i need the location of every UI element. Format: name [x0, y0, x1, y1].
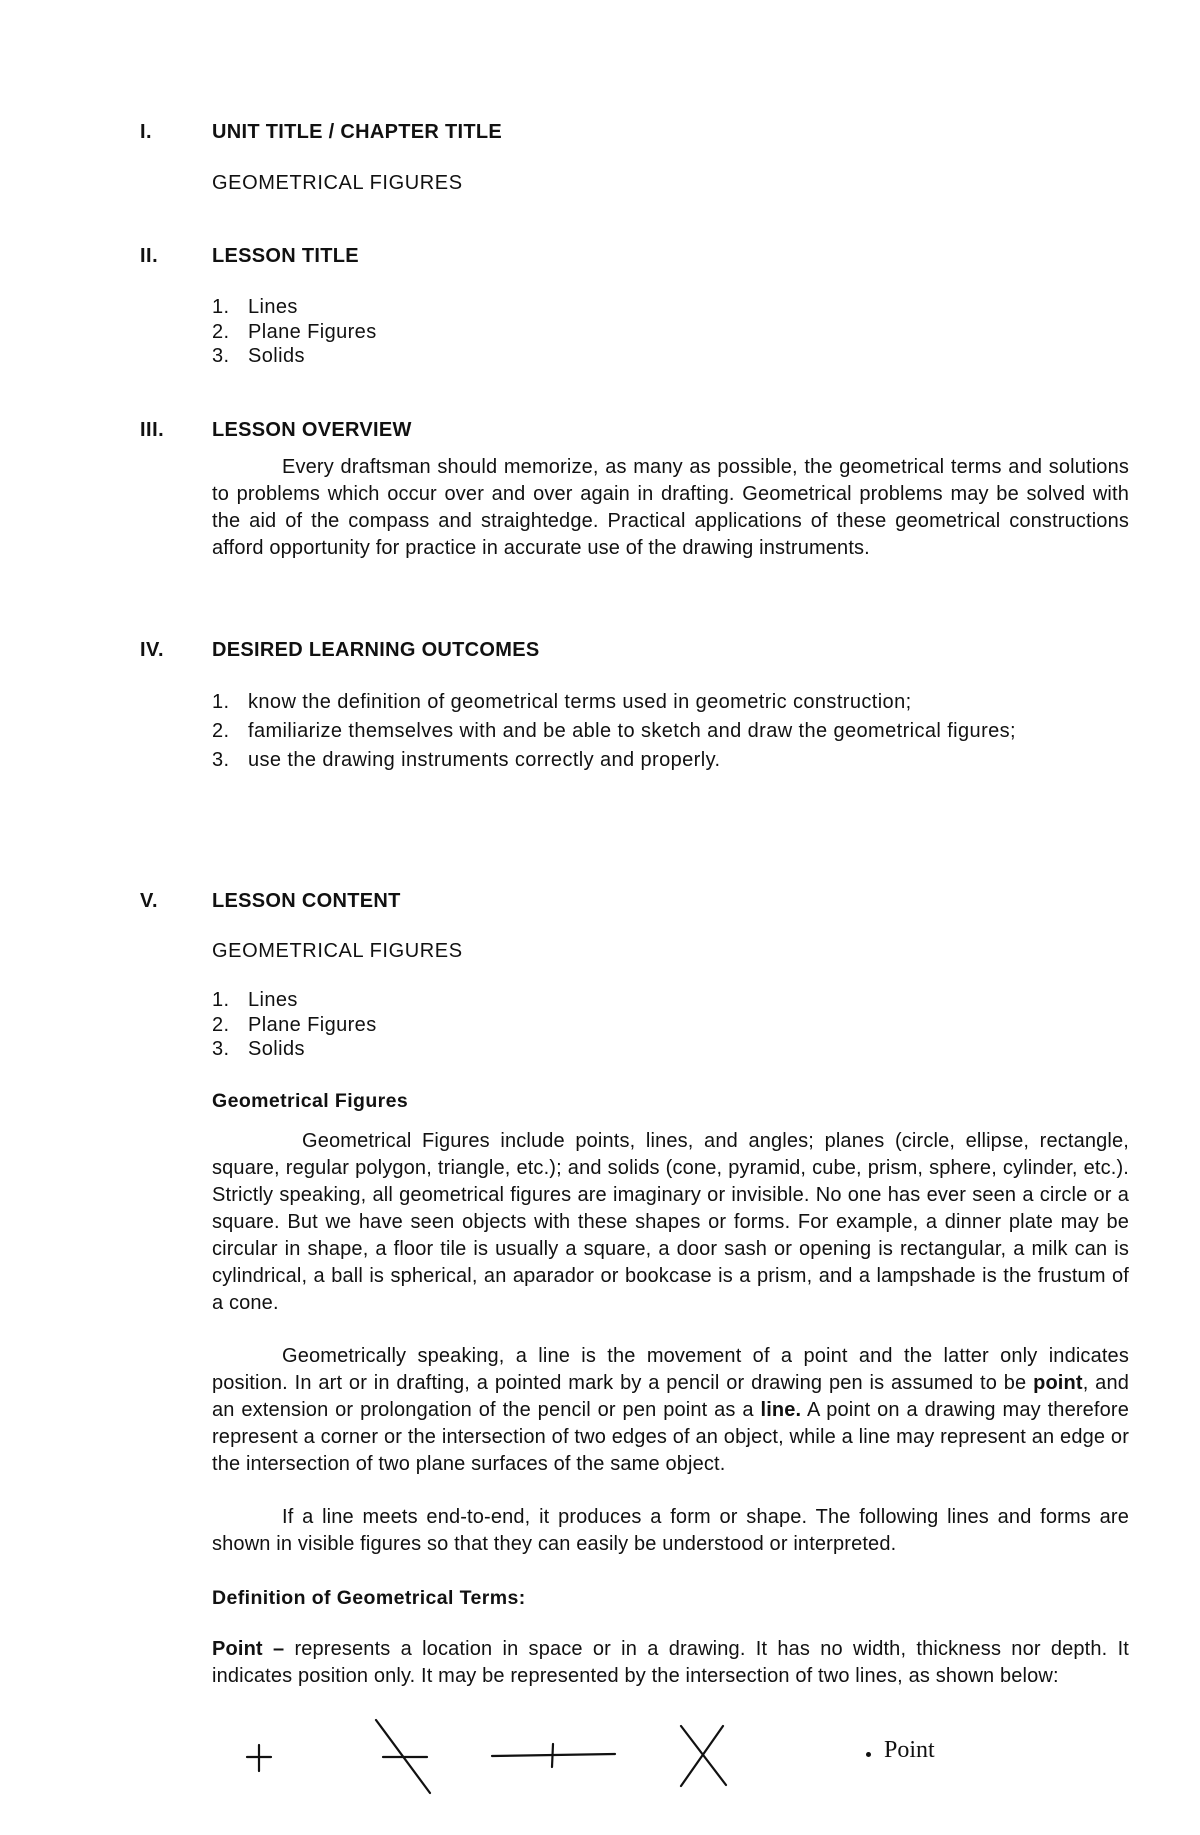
lesson-content-subtitle: GEOMETRICAL FIGURES [212, 940, 463, 962]
list-item: 1. Lines [212, 296, 298, 318]
list-item: 1. Lines [212, 989, 298, 1011]
slanted-cross-figure [376, 1720, 430, 1793]
section-3-number: III. [140, 419, 165, 441]
list-item: 3. Solids [212, 1038, 305, 1060]
line-tick-figure [492, 1744, 615, 1767]
section-5-heading: LESSON CONTENT [212, 890, 401, 912]
plus-cross-figure [247, 1745, 271, 1771]
section-1-number: I. [140, 121, 153, 143]
forms-paragraph: If a line meets end-to-end, it produces a form or shape. The following lines and forms are shown in visible figures so that they can easily be understood or interpreted. [212, 1506, 1129, 1555]
list-item: 3. use the drawing instruments correctly and properly. [212, 749, 721, 771]
section-2-number: II. [140, 245, 159, 267]
geometrical-figures-paragraph: Geometrical Figures include points, lines, and angles; planes (circle, ellipse, rectangle, square, regular polygon, triangle, etc.); and solids (cone, pyramid, cube, prism, sphere, cylinder, etc.). Strictly speaking, all geometrical figures are imaginary or invisible. No one has ever seen a circle or a square. But we have seen objects with these shapes or forms. For example, a dinner plate may be circular in shape, a floor tile is usually a square, a door sash or opening is rectangular, a milk can is cylindrical, a ball is spherical, an aparador or bookcase is a prism, and a lampshade is the frustum of a cone. [212, 1130, 1129, 1314]
list-item: 2. familiarize themselves with and be able to sketch and draw the geometrical figures; [212, 720, 1017, 742]
x-cross-figure [681, 1726, 726, 1786]
point-figures [200, 1705, 760, 1805]
list-item: 1. know the definition of geometrical terms used in geometric construction; [212, 691, 912, 713]
section-5-number: V. [140, 890, 159, 912]
section-1-heading: UNIT TITLE / CHAPTER TITLE [212, 121, 503, 143]
lesson-content-list [212, 988, 377, 1062]
section-2-heading: LESSON TITLE [212, 245, 359, 267]
point-figure-label: Point [884, 1737, 935, 1763]
list-item: 3. Solids [212, 345, 305, 367]
point-definition: Point – represents a location in space or in a drawing. It has no width, thickness nor depth. It indicates position only. It may be represented by the intersection of two lines, as shown below: [212, 1638, 1129, 1687]
lesson-overview-paragraph: Every draftsman should memorize, as many as possible, the geometrical terms and solutions to problems which occur over and over again in drafting. Geometrical problems may be solved with the aid of the compass and straightedge. Practical applications of these geometrical constructions afford opportunity for practice in accurate use of the drawing instruments. [212, 456, 1129, 559]
learning-outcomes-list [212, 688, 1016, 775]
geometrical-figures-subheading: Geometrical Figures [212, 1090, 409, 1112]
list-item: 2. Plane Figures [212, 1013, 377, 1036]
line-point-paragraph: Geometrically speaking, a line is the movement of a point and the latter only indicates position. In art or in drafting, a pointed mark by a pencil or drawing pen is assumed to be point, and an extension or prolongation of the pencil or pen point as a line. A point on a drawing may therefore represent a corner or the intersection of two edges of an object, while a line may represent an edge or the intersection of two plane surfaces of the same object. [212, 1345, 1129, 1475]
unit-title-text: GEOMETRICAL FIGURES [212, 172, 463, 194]
lesson-title-list [212, 295, 377, 369]
section-4-heading: DESIRED LEARNING OUTCOMES [212, 639, 540, 661]
section-3-heading: LESSON OVERVIEW [212, 419, 412, 441]
definitions-heading: Definition of Geometrical Terms: [212, 1587, 526, 1609]
point-term: Point – [212, 1638, 285, 1660]
section-4-number: IV. [140, 639, 165, 661]
list-item: 2. Plane Figures [212, 320, 377, 343]
point-dot [866, 1752, 871, 1757]
